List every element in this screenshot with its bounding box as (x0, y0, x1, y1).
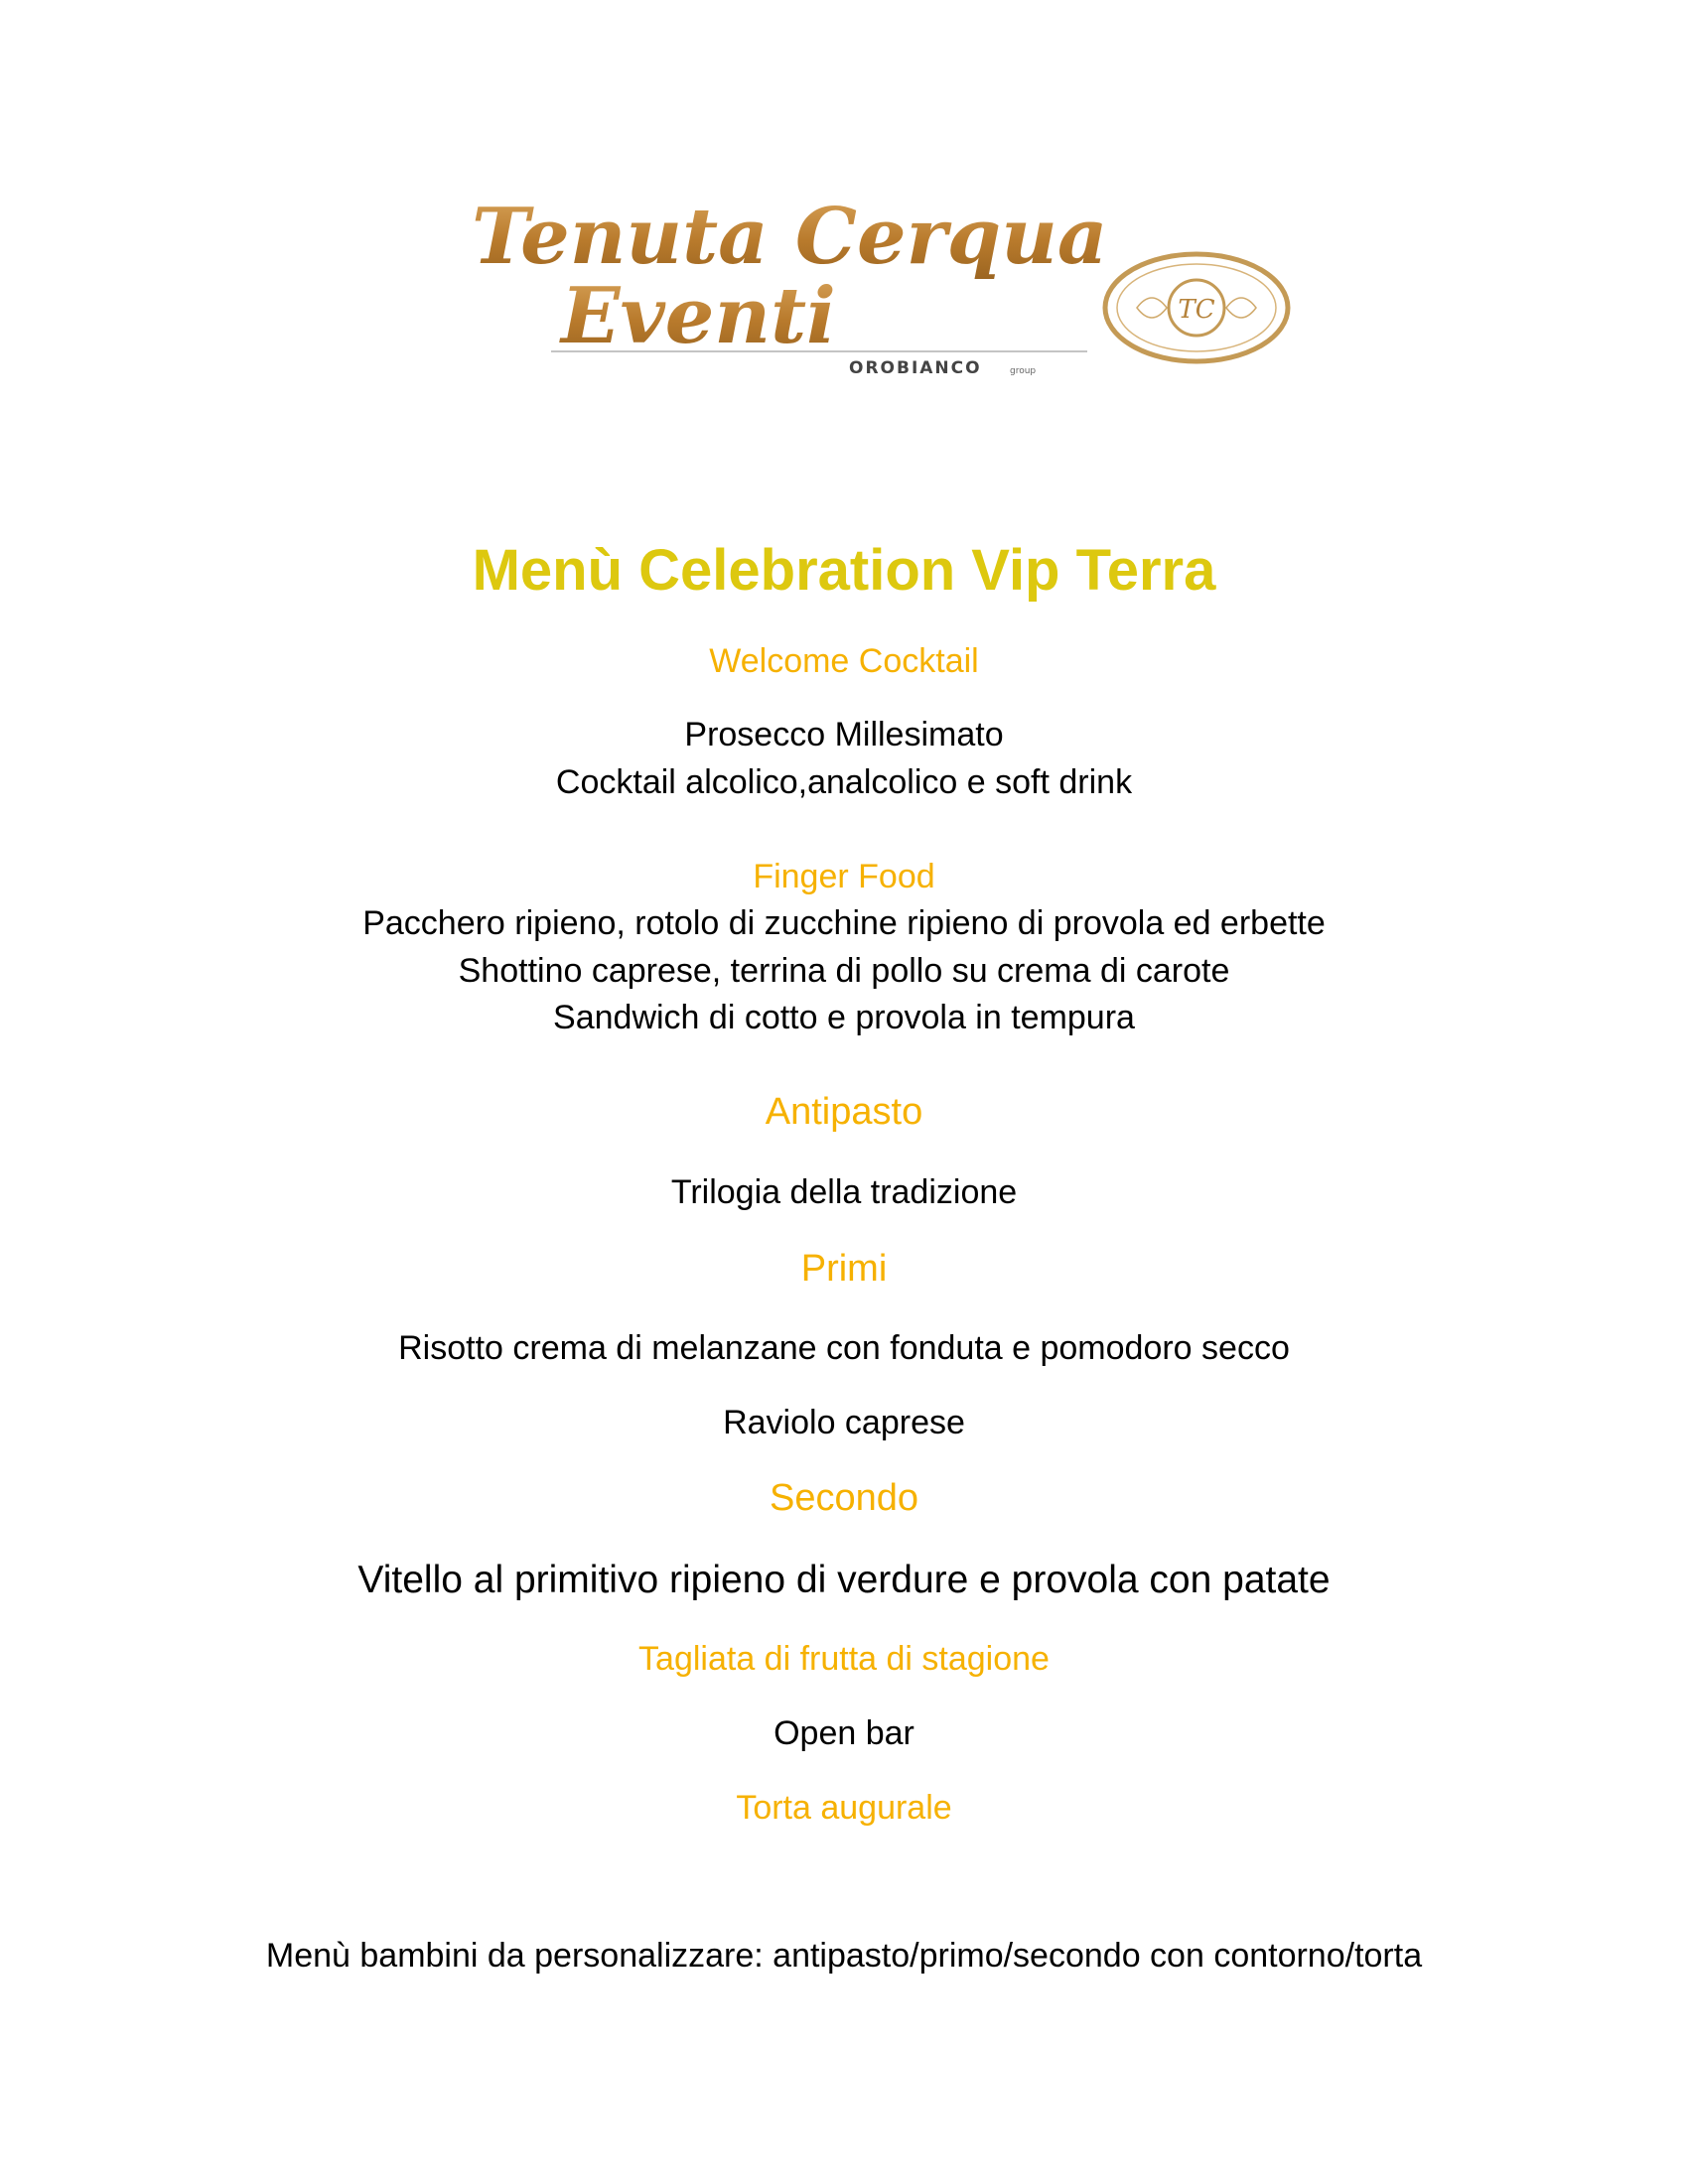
menu-item-open-bar: Open bar (774, 1714, 914, 1752)
logo-line2: Eventi (561, 271, 836, 361)
section-heading-torta: Torta augurale (736, 1789, 952, 1827)
section-heading-secondo: Secondo (769, 1477, 918, 1519)
menu-item-sandwich: Sandwich di cotto e provola in tempura (553, 999, 1135, 1036)
menu-item-cocktail: Cocktail alcolico,analcolico e soft drink (555, 763, 1133, 801)
menu-bambini-note: Menù bambini da personalizzare: antipasto/primo/secondo con contorno/torta (265, 1937, 1423, 1975)
logo (452, 179, 1306, 397)
menu-item-shottino: Shottino caprese, terrina di pollo su crema di carote (458, 952, 1230, 990)
logo-line1: Tenuta Cerqua (472, 192, 1108, 282)
logo-monogram-seal (1105, 254, 1288, 361)
menu-item-prosecco: Prosecco Millesimato (684, 716, 1004, 753)
logo-monogram: TC (1178, 295, 1215, 325)
section-heading-antipasto: Antipasto (765, 1091, 923, 1133)
section-heading-frutta: Tagliata di frutta di stagione (638, 1640, 1050, 1678)
menu-item-risotto: Risotto crema di melanzane con fonduta e pomodoro secco (398, 1329, 1290, 1367)
menu-item-raviolo: Raviolo caprese (723, 1404, 965, 1441)
section-heading-welcome: Welcome Cocktail (709, 642, 979, 680)
section-heading-primi: Primi (800, 1248, 888, 1290)
logo-subtitle-small: group (1010, 366, 1037, 376)
logo-graphic (452, 179, 1306, 397)
menu-item-pacchero: Pacchero ripieno, rotolo di zucchine ripieno di provola ed erbette (362, 904, 1326, 942)
menu-item-trilogia: Trilogia della tradizione (670, 1173, 1018, 1211)
section-heading-finger-food: Finger Food (753, 858, 935, 895)
logo-subtitle: OROBIANCO (849, 358, 982, 378)
menu-title: Menù Celebration Vip Terra (472, 538, 1216, 603)
menu-item-vitello: Vitello al primitivo ripieno di verdure e provola con patate (357, 1559, 1331, 1601)
